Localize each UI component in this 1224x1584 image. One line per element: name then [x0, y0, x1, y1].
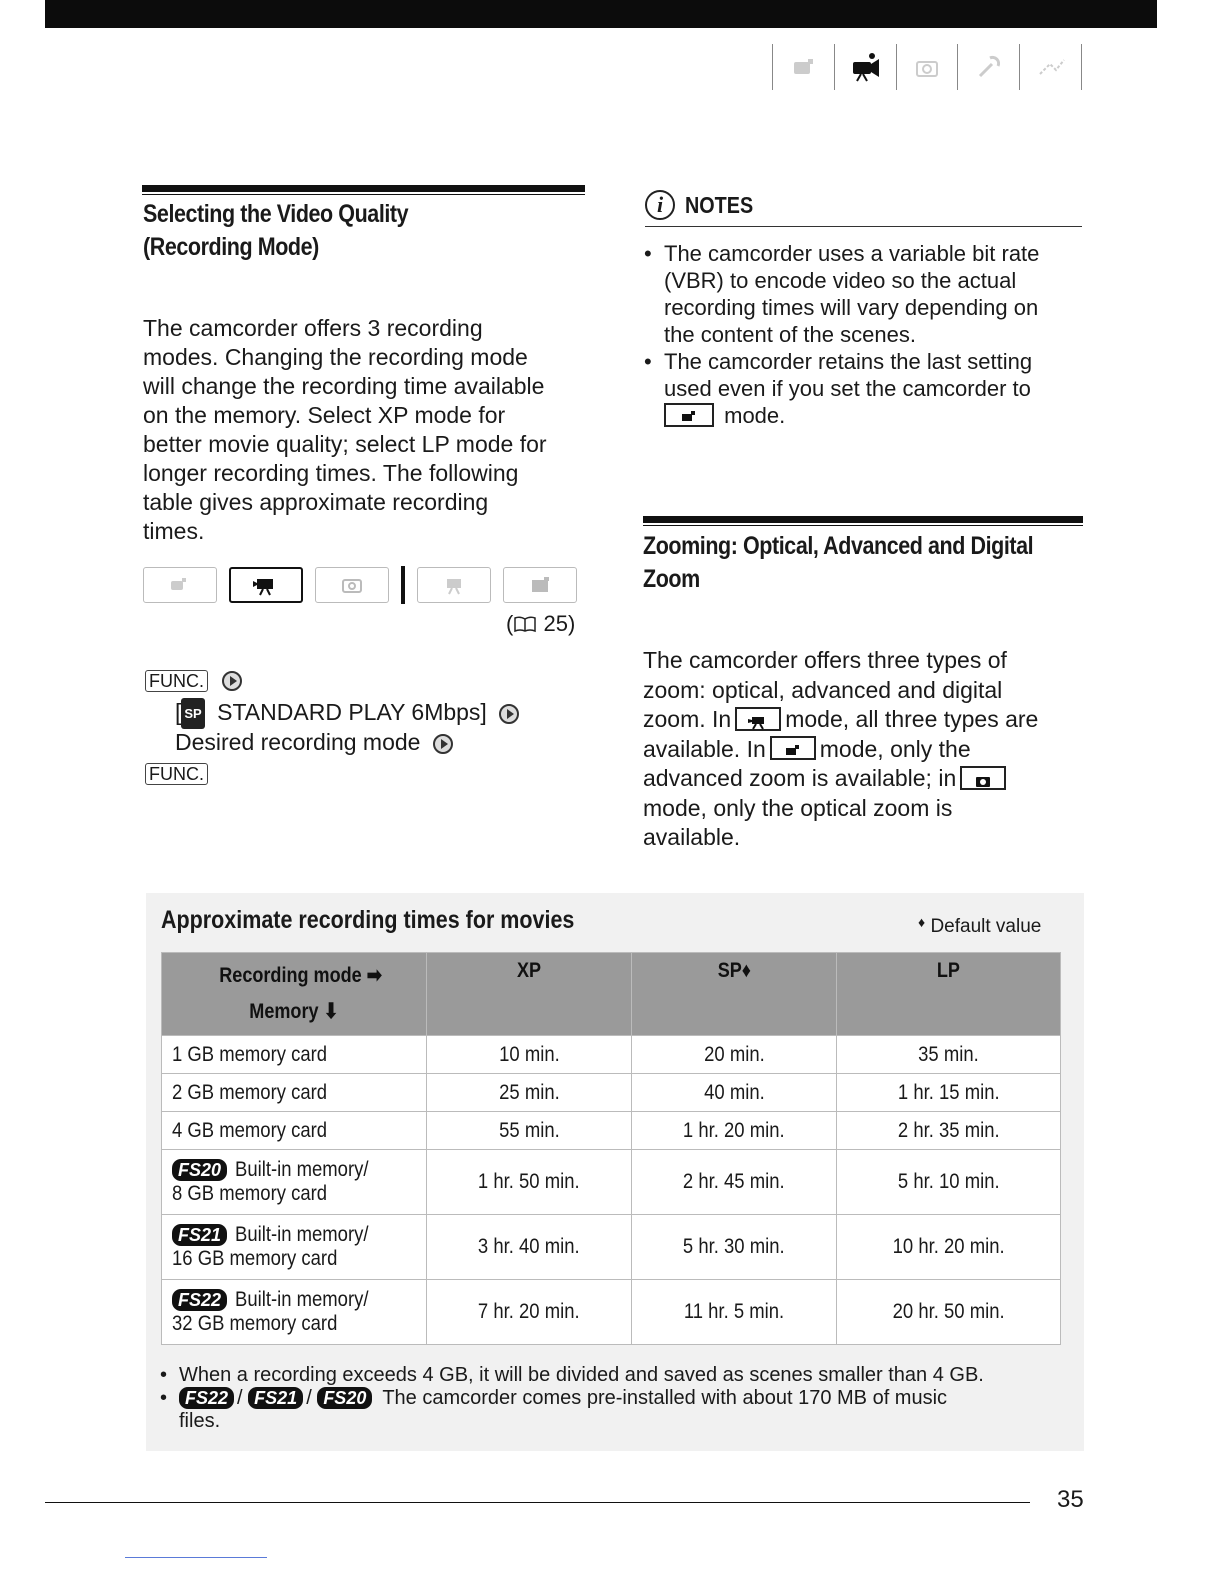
- time-value: 55 min.: [498, 1118, 560, 1142]
- func-button[interactable]: FUNC.: [145, 670, 208, 692]
- edge-mark: [125, 1557, 267, 1558]
- lp-cell: [837, 1036, 1061, 1074]
- sp-cell: [632, 1074, 837, 1112]
- mode-playback-movie-icon: [417, 567, 491, 603]
- table-row: [162, 1215, 1061, 1280]
- section-tabs: [772, 44, 1082, 90]
- sp-cell: [632, 1036, 837, 1074]
- notes-list: [640, 240, 1085, 429]
- intro-line: longer recording times. The following: [143, 460, 519, 486]
- zoom-text: available. In: [643, 735, 766, 762]
- next-arrow-icon: [433, 734, 453, 754]
- xp-cell: [427, 1112, 632, 1150]
- footer-rule: [45, 1502, 1030, 1503]
- header-label: SP♦: [717, 959, 751, 982]
- lp-cell: [837, 1150, 1061, 1215]
- mode-dual-icon: [143, 567, 217, 603]
- intro-paragraph: [143, 314, 588, 546]
- time-value: 2 hr. 35 min.: [897, 1118, 1000, 1142]
- mode-photo-icon: [315, 567, 389, 603]
- model-badge-icon: FS22: [172, 1289, 227, 1311]
- sp-cell: [632, 1280, 837, 1345]
- intro-line: times.: [143, 518, 205, 544]
- zoom-line: [643, 735, 1088, 765]
- footnote-item: [160, 1387, 1070, 1433]
- next-arrow-icon: [222, 671, 242, 691]
- memory-cell: [162, 1215, 427, 1280]
- tab-movie[interactable]: [834, 44, 896, 90]
- time-value: 35 min.: [918, 1042, 979, 1066]
- note-item: [640, 240, 1085, 348]
- memory-cell: [162, 1112, 427, 1150]
- dual-mode-icon: [770, 736, 816, 760]
- note-line: • The camcorder retains the last setting: [664, 349, 1033, 374]
- menu-item-text: STANDARD PLAY 6Mbps]: [217, 699, 487, 725]
- func-button[interactable]: FUNC.: [145, 763, 208, 785]
- title-line-1: Selecting the Video Quality: [143, 200, 409, 228]
- model-badge-icon: FS22: [179, 1387, 234, 1409]
- title-line-2: (Recording Mode): [143, 233, 319, 261]
- zoom-line: The camcorder offers three types of: [643, 647, 1007, 673]
- model-badge-icon: FS20: [172, 1159, 227, 1181]
- dual-camera-icon: [786, 50, 820, 84]
- book-icon: [513, 615, 537, 633]
- table-row: [162, 1150, 1061, 1215]
- table-row: [162, 1112, 1061, 1150]
- note-line: [664, 402, 1085, 429]
- bracket-open: [: [175, 699, 182, 725]
- header-lp: [837, 953, 1061, 1036]
- xp-cell: [427, 1280, 632, 1345]
- lp-cell: [837, 1112, 1061, 1150]
- memory-label: 8 GB memory card: [172, 1182, 328, 1205]
- time-value: 2 hr. 45 min.: [683, 1170, 786, 1193]
- memory-label: 4 GB memory card: [172, 1118, 328, 1142]
- table-row: [162, 1074, 1061, 1112]
- time-value: 7 hr. 20 min.: [478, 1300, 580, 1323]
- xp-cell: [427, 1036, 632, 1074]
- tool-icon: [972, 50, 1006, 84]
- applicable-modes: [143, 565, 583, 605]
- note-item: [640, 348, 1085, 429]
- sp-cell: [632, 1112, 837, 1150]
- memory-label: Built-in memory/: [235, 1288, 369, 1311]
- zoom-line: mode, only the optical zoom is: [643, 794, 953, 821]
- recording-times-table: [161, 952, 1061, 1345]
- note-line: (VBR) to encode video so the actual: [664, 268, 1017, 293]
- section-title: [143, 198, 408, 264]
- zoom-section-rule: [643, 516, 1083, 523]
- tab-photo[interactable]: [896, 44, 958, 90]
- time-value: 25 min.: [498, 1080, 560, 1104]
- lp-cell: [837, 1280, 1061, 1345]
- mode-playback-photo-icon: [503, 567, 577, 603]
- dual-mode-icon: [664, 403, 714, 427]
- intro-line: on the memory. Select XP mode for: [143, 402, 506, 428]
- table-footnotes: [160, 1364, 1070, 1433]
- step-text: Desired recording mode: [175, 729, 421, 755]
- header-mode-memory: [162, 953, 427, 1036]
- photo-mode-icon: [960, 766, 1006, 790]
- xp-cell: [427, 1074, 632, 1112]
- photo-icon: [910, 50, 944, 84]
- note-tail: mode.: [724, 403, 786, 428]
- time-value: 11 hr. 5 min.: [683, 1300, 785, 1323]
- memory-label: Built-in memory/: [235, 1158, 369, 1181]
- info-icon: i: [645, 190, 675, 220]
- notes-header: [645, 188, 1082, 227]
- note-line: used even if you set the camcorder to: [664, 376, 1031, 401]
- mode-separator: [401, 566, 405, 604]
- intro-line: modes. Changing the recording mode: [143, 344, 528, 370]
- badge-separator: /: [306, 1387, 312, 1409]
- next-arrow-icon: [499, 704, 519, 724]
- header-sp: [632, 953, 837, 1036]
- memory-cell: [162, 1280, 427, 1345]
- intro-line: table gives approximate recording: [143, 489, 489, 515]
- table-row: [162, 1280, 1061, 1345]
- tab-dual-mode[interactable]: [772, 44, 834, 90]
- page-number: 35: [1057, 1486, 1084, 1513]
- zoom-line: [643, 764, 1088, 794]
- memory-cell: [162, 1074, 427, 1112]
- xp-cell: [427, 1215, 632, 1280]
- time-value: 20 hr. 50 min.: [892, 1300, 1005, 1323]
- zoom-text: mode, only the: [819, 735, 971, 762]
- sp-cell: [632, 1215, 837, 1280]
- time-value: 10 min.: [498, 1042, 560, 1066]
- default-mark: ♦: [918, 914, 926, 930]
- lp-cell: [837, 1215, 1061, 1280]
- zoom-title-line-2: Zoom: [643, 565, 700, 593]
- time-value: 3 hr. 40 min.: [478, 1235, 580, 1258]
- memory-cell: [162, 1036, 427, 1074]
- model-badge-icon: FS20: [317, 1387, 372, 1409]
- note-line: the content of the scenes.: [664, 322, 916, 347]
- lp-cell: [837, 1074, 1061, 1112]
- badge-separator: /: [237, 1387, 243, 1409]
- footnote-item: [160, 1364, 1070, 1387]
- zoom-line: zoom: optical, advanced and digital: [643, 676, 1003, 703]
- header-xp: [427, 953, 632, 1036]
- time-value: 1 hr. 15 min.: [897, 1080, 1000, 1104]
- intro-line: The camcorder offers 3 recording: [143, 315, 483, 341]
- movie-mode-icon: [735, 707, 781, 731]
- zoom-text: mode, all three types are: [785, 706, 1039, 732]
- section-rule: [142, 185, 585, 192]
- func-step-3: [175, 728, 453, 757]
- time-value: 10 hr. 20 min.: [892, 1235, 1005, 1258]
- sp-badge-icon: SP: [181, 698, 204, 729]
- mode-movie-icon: [229, 567, 303, 603]
- memory-label: 1 GB memory card: [172, 1042, 328, 1066]
- memory-label: 2 GB memory card: [172, 1080, 328, 1104]
- zoom-text: advanced zoom is available; in: [643, 765, 957, 791]
- time-value: 5 hr. 10 min.: [897, 1170, 1000, 1193]
- intro-line: will change the recording time available: [143, 373, 545, 399]
- time-value: 5 hr. 30 min.: [683, 1235, 786, 1258]
- func-step-1: [145, 665, 242, 694]
- model-badge-icon: FS21: [172, 1224, 227, 1246]
- movie-camera-icon: [848, 50, 882, 84]
- sp-cell: [632, 1150, 837, 1215]
- time-value: 40 min.: [703, 1080, 765, 1104]
- table-title: Approximate recording times for movies: [161, 906, 575, 934]
- zoom-title-line-1: Zooming: Optical, Advanced and Digital: [643, 532, 1034, 560]
- table-header-row: [162, 953, 1061, 1036]
- table-row: [162, 1036, 1061, 1074]
- intro-line: better movie quality; select LP mode for: [143, 431, 547, 457]
- header-label: XP: [517, 959, 542, 982]
- memory-cell: [162, 1150, 427, 1215]
- memory-label: 32 GB memory card: [172, 1312, 338, 1335]
- note-line: • The camcorder uses a variable bit rate: [664, 241, 1040, 266]
- func-step-4: [145, 758, 208, 787]
- zoom-text: zoom. In: [643, 706, 732, 732]
- zoom-paragraph: [643, 646, 1088, 853]
- default-value-legend: [918, 914, 1041, 938]
- footnote-text: The camcorder comes pre-installed with about 170 MB of music: [382, 1387, 948, 1409]
- tab-tools[interactable]: [957, 44, 1019, 90]
- xp-cell: [427, 1150, 632, 1215]
- header-recording-mode: Recording mode ➡: [219, 964, 382, 987]
- memory-label: Built-in memory/: [235, 1223, 369, 1246]
- zoom-line: available.: [643, 824, 741, 850]
- top-black-bar: [45, 0, 1157, 28]
- zoom-title: [643, 530, 1033, 596]
- zoom-line: [643, 705, 1088, 735]
- time-value: 1 hr. 20 min.: [683, 1118, 786, 1142]
- time-value: 20 min.: [703, 1042, 765, 1066]
- header-memory: Memory ⬇: [249, 1000, 339, 1023]
- connect-icon: [1034, 50, 1068, 84]
- time-value: 1 hr. 50 min.: [478, 1170, 580, 1193]
- footnote-text: files.: [179, 1410, 221, 1432]
- note-line: recording times will vary depending on: [664, 295, 1039, 320]
- page-ref-number: 25: [543, 611, 568, 636]
- model-badge-icon: FS21: [248, 1387, 303, 1409]
- func-step-2: [175, 698, 519, 729]
- footnote-text: When a recording exceeds 4 GB, it will be divided and saved as scenes smaller than 4 GB.: [179, 1364, 984, 1386]
- memory-label: 16 GB memory card: [172, 1247, 338, 1270]
- default-note: Default value: [930, 916, 1042, 937]
- tab-connect[interactable]: [1019, 44, 1082, 90]
- header-label: LP: [937, 959, 961, 982]
- notes-heading: NOTES: [685, 192, 754, 218]
- page-reference: ( 25): [506, 611, 576, 636]
